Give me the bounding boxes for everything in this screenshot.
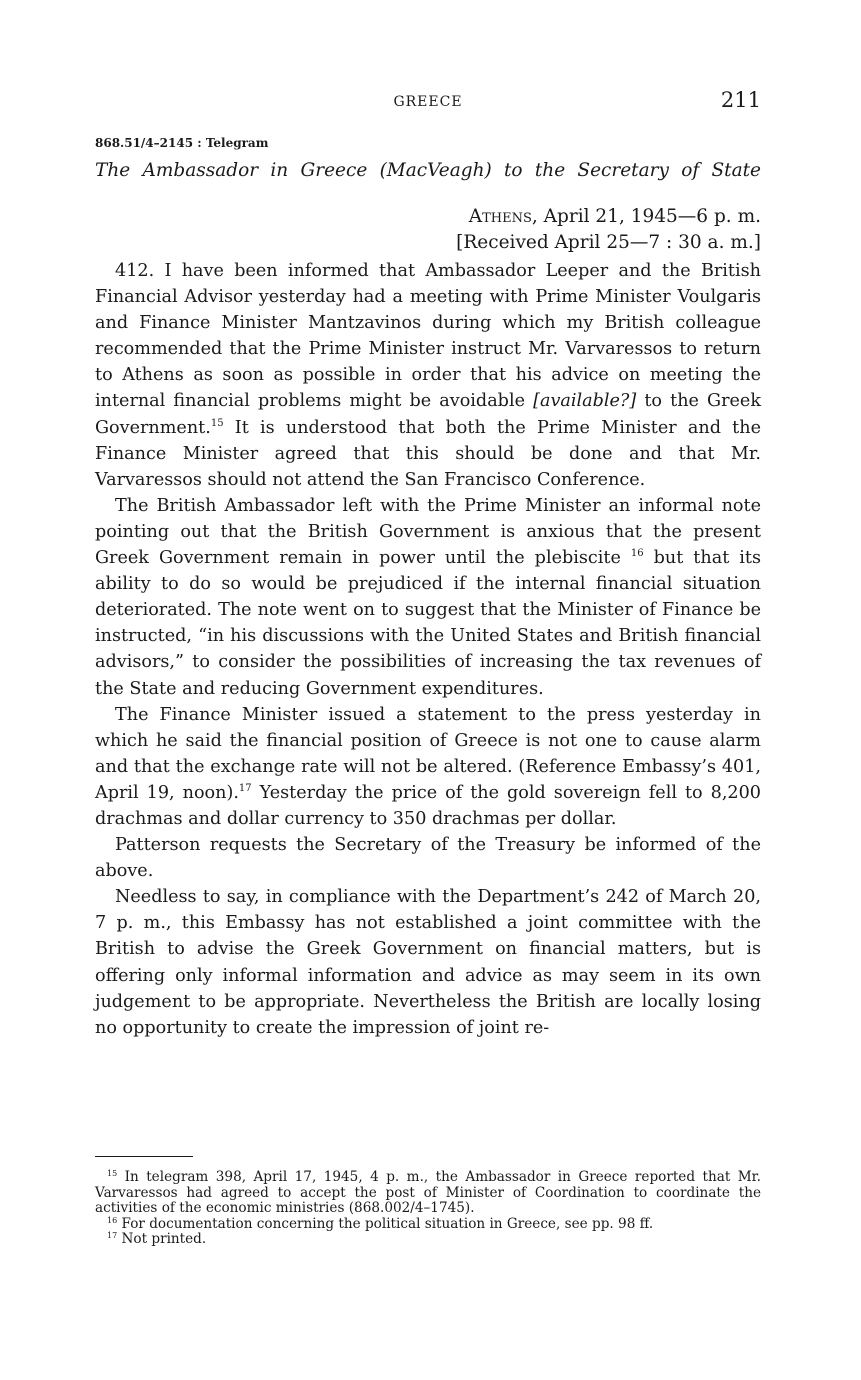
footnote-16 xyxy=(95,1217,761,1233)
running-title: GREECE xyxy=(393,94,463,110)
paragraph-1-text-b: to the Greek Government. xyxy=(95,391,762,438)
paragraph-1-text-a: 412. I have been informed that Ambassador Leeper and the British Financial Advisor yesterday had a meeting with Prime Minister Voulgaris and Finance Minister Mantzavinos during which my British colleague recommended that the Prime Minister instruct Mr. Varvaressos to return to Athens as soon as possible in order that his advice on meeting the internal financial problems might be avoidable xyxy=(95,261,761,412)
paragraph-2-text-b: but that its ability to do so would be prejudiced if the internal financial situation deteriorated. The note went on to suggest that the Minister of Finance be instructed, “in his discussions with the United States and British financial advisors,” to consider the possibilities of increasing the tax revenues of the State and reducing Government expenditures. xyxy=(95,548,761,699)
dateline-sent-line xyxy=(456,204,761,230)
footnote-text: In telegram 398, April 17, 1945, 4 p. m., the Ambassador in Greece reported that Mr. Varvaressos had agreed to accept the post of Minister of Coordination to coordinate the activities of the economic ministries (868.002/4–1745). xyxy=(95,1169,761,1216)
dateline-place: Athens xyxy=(468,206,532,227)
footnote-mark: 17 xyxy=(107,1231,118,1240)
paragraph-3-text-b: Yesterday the price of the gold sovereign fell to 8,200 drachmas and dollar currency to 350 drachmas per dollar. xyxy=(95,782,762,829)
footnote-text: Not printed. xyxy=(117,1231,207,1247)
footnote-ref-15[interactable]: 15 xyxy=(210,417,224,429)
paragraph-2 xyxy=(95,493,761,702)
dateline-sent: , April 21, 1945—6 p. m. xyxy=(531,206,761,227)
page-number: 211 xyxy=(720,88,761,112)
file-reference: 868.51/4–2145 : Telegram xyxy=(95,136,269,150)
footnote-ref-16[interactable]: 16 xyxy=(630,548,644,560)
footnote-ref-17[interactable]: 17 xyxy=(238,782,252,794)
paragraph-4: Patterson requests the Secretary of the Treasury be informed of the above. xyxy=(95,835,761,882)
running-head xyxy=(95,88,761,116)
footnote-divider xyxy=(95,1156,193,1157)
paragraph-3 xyxy=(95,702,761,832)
footnote-mark: 15 xyxy=(107,1169,118,1178)
footnote-17 xyxy=(95,1232,761,1248)
editorial-insertion: [available?] xyxy=(533,391,637,412)
footnote-15 xyxy=(95,1170,761,1217)
footnote-text: For documentation concerning the political situation in Greece, see pp. 98 ff. xyxy=(117,1215,654,1232)
footnotes xyxy=(95,1170,761,1248)
paragraph-1 xyxy=(95,258,761,493)
telegram-body xyxy=(95,258,761,1041)
dateline-received: [Received April 25—7 : 30 a. m.] xyxy=(456,232,761,253)
paragraph-2-text-a: The British Ambassador left with the Prime Minister an informal note pointing out that the British Government is anxious that the present Greek Government remain in power until the plebiscite xyxy=(95,495,761,569)
paragraph-3-text-a: The Finance Minister issued a statement to the press yesterday in which he said the financial position of Greece is not one to cause alarm and that the exchange rate will not be altered. (Reference Embassy’s 401, April 19, noon). xyxy=(95,704,761,803)
document-heading: The Ambassador in Greece (MacVeagh) to the Secretary of State xyxy=(95,160,761,181)
footnote-mark: 16 xyxy=(107,1215,118,1225)
dateline xyxy=(456,204,761,256)
paragraph-1-text-c: It is understood that both the Prime Minister and the Finance Minister agreed that this should be done and that Mr. Varvaressos should not attend the San Francisco Conference. xyxy=(95,417,761,490)
paragraph-5: Needless to say, in compliance with the Department’s 242 of March 20, 7 p. m., this Embassy has not established a joint committee with the British to advise the Greek Government on financial matters, but is offering only informal information and advice as may seem in its own judgement to be appropriate. Nevertheless the British are locally losing no opportunity to create the impression of joint re- xyxy=(95,887,761,1038)
